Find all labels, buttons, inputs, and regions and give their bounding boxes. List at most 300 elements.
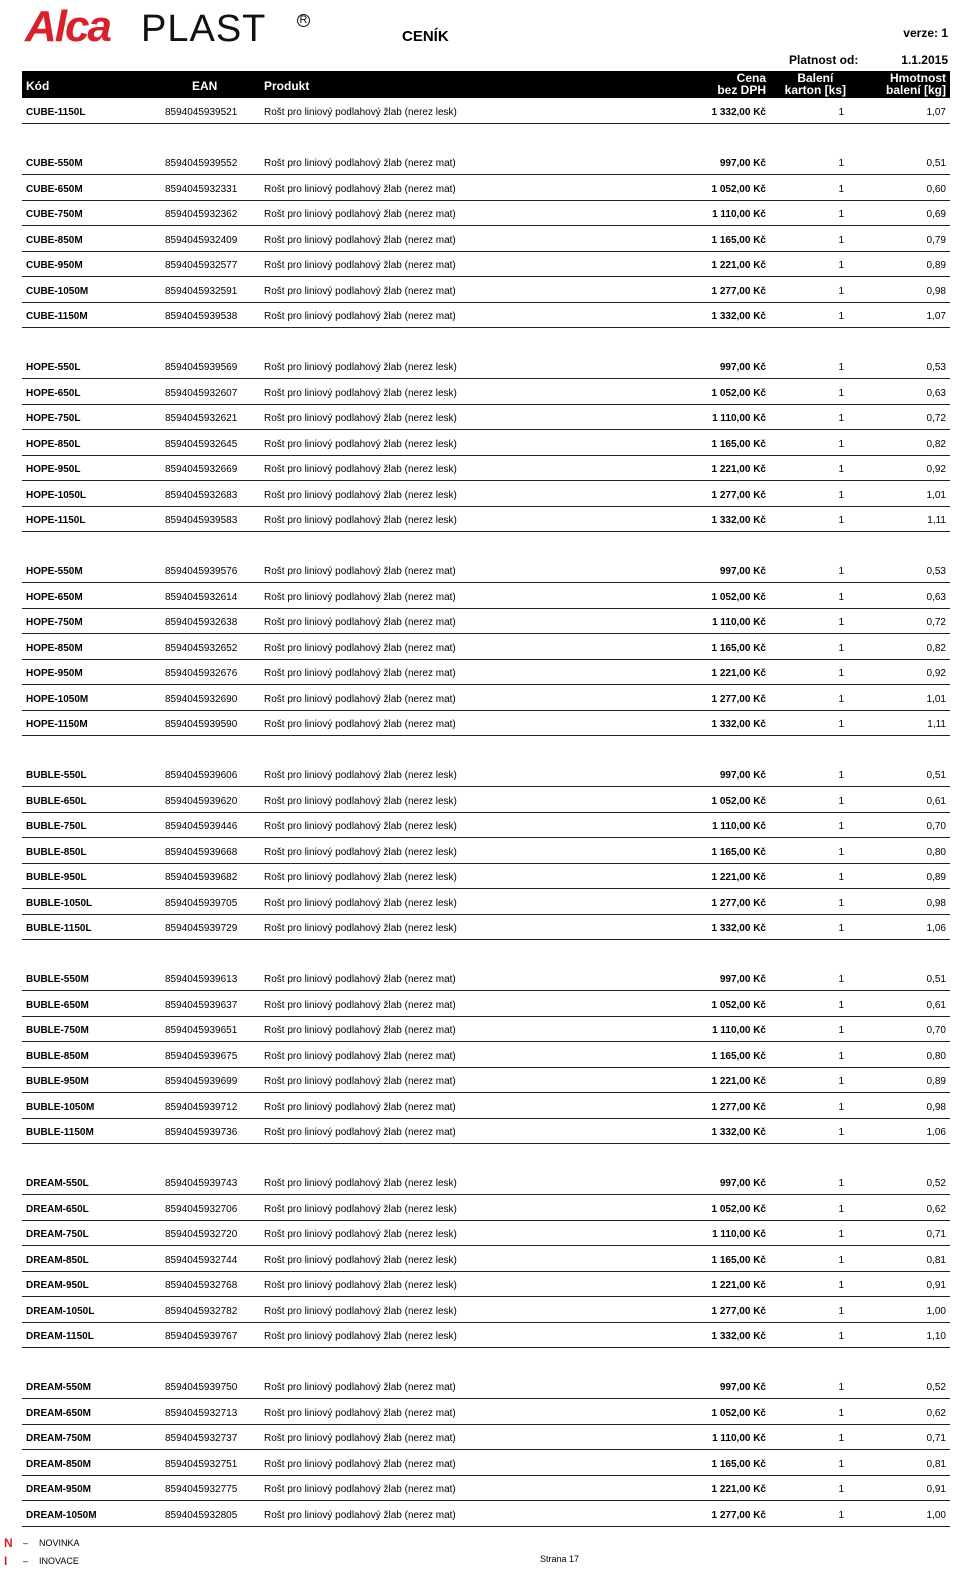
cell-kod: BUBLE-950M [26, 1076, 89, 1087]
cell-produkt: Rošt pro liniový podlahový žlab (nerez mat) [264, 1382, 456, 1393]
cell-produkt: Rošt pro liniový podlahový žlab (nerez mat) [264, 1076, 456, 1087]
table-row [22, 481, 950, 507]
column-header-hmotnost-line1: Hmotnost [890, 71, 946, 85]
cell-produkt: Rošt pro liniový podlahový žlab (nerez lesk) [264, 387, 457, 399]
column-header-hmotnost [886, 72, 946, 96]
logo-registered-mark: R [297, 14, 310, 27]
cell-hmotnost: 0,92 [926, 668, 946, 679]
cell-cena: 1 277,00 Kč [711, 897, 766, 909]
cell-ean: 8594045932638 [165, 617, 238, 628]
cell-cena: 1 277,00 Kč [711, 489, 766, 501]
cell-cena: 1 332,00 Kč [711, 1127, 766, 1138]
cell-hmotnost: 1,06 [926, 923, 946, 934]
cell-ean: 8594045932782 [165, 1305, 238, 1317]
cell-kod: BUBLE-1050M [26, 1101, 95, 1113]
cell-produkt: Rošt pro liniový podlahový žlab (nerez lesk) [264, 821, 457, 832]
cell-kod: DREAM-750M [26, 1433, 92, 1444]
cell-produkt: Rošt pro liniový podlahový žlab (nerez mat) [264, 1458, 456, 1470]
cell-ean: 8594045939538 [165, 311, 238, 322]
cell-cena: 1 110,00 Kč [712, 821, 766, 832]
cell-baleni: 1 [838, 387, 844, 399]
table-row [22, 506, 950, 532]
table-row [22, 1322, 950, 1348]
legend-letter-i: I [4, 1554, 8, 1568]
cell-kod: DREAM-550L [26, 1178, 89, 1189]
cell-produkt: Rošt pro liniový podlahový žlab (nerez lesk) [264, 515, 457, 526]
table-row [22, 1246, 950, 1272]
column-header-cena [717, 72, 766, 96]
cell-hmotnost: 0,51 [926, 974, 946, 985]
cell-cena: 997,00 Kč [719, 1382, 766, 1393]
cell-produkt: Rošt pro liniový podlahový žlab (nerez lesk) [264, 362, 457, 373]
cell-produkt: Rošt pro liniový podlahový žlab (nerez mat) [264, 1050, 456, 1062]
cell-ean: 8594045932607 [165, 387, 238, 399]
page-title: CENÍK [402, 28, 449, 45]
table-row [22, 685, 950, 711]
cell-cena: 997,00 Kč [719, 770, 766, 781]
cell-cena: 1 052,00 Kč [711, 795, 766, 807]
cell-cena: 1 221,00 Kč [711, 464, 766, 475]
cell-cena: 997,00 Kč [719, 362, 766, 373]
cell-baleni: 1 [838, 1050, 844, 1062]
table-row [22, 251, 950, 277]
cell-hmotnost: 1,11 [927, 719, 946, 730]
cell-kod: BUBLE-1150L [26, 923, 92, 934]
cell-ean: 8594045932577 [165, 260, 238, 271]
cell-ean: 8594045932652 [165, 642, 238, 654]
cell-hmotnost: 0,89 [926, 1076, 946, 1087]
cell-ean: 8594045939705 [165, 897, 238, 909]
cell-ean: 8594045939651 [165, 1025, 238, 1036]
cell-baleni: 1 [838, 285, 844, 297]
table-row [22, 1220, 950, 1246]
column-header-cena-line2: bez DPH [717, 83, 766, 97]
cell-kod: BUBLE-650L [26, 795, 87, 807]
table-row [22, 991, 950, 1017]
legend-dash: – [23, 1556, 29, 1566]
table-row [22, 1297, 950, 1323]
cell-baleni: 1 [838, 1280, 844, 1291]
cell-ean: 8594045939613 [165, 974, 238, 985]
cell-produkt: Rošt pro liniový podlahový žlab (nerez mat) [264, 183, 456, 195]
cell-kod: BUBLE-850L [26, 846, 87, 858]
cell-baleni: 1 [838, 591, 844, 603]
cell-kod: BUBLE-1150M [26, 1127, 94, 1138]
cell-produkt: Rošt pro liniový podlahový žlab (nerez mat) [264, 591, 456, 603]
table-row [22, 1042, 950, 1068]
cell-produkt: Rošt pro liniový podlahový žlab (nerez mat) [264, 566, 456, 577]
cell-cena: 1 052,00 Kč [711, 183, 766, 195]
table-row [22, 1501, 950, 1527]
cell-hmotnost: 0,89 [926, 260, 946, 271]
cell-hmotnost: 0,81 [926, 1254, 946, 1266]
cell-baleni: 1 [838, 897, 844, 909]
cell-hmotnost: 0,63 [926, 387, 946, 399]
cell-cena: 1 277,00 Kč [711, 1101, 766, 1113]
cell-produkt: Rošt pro liniový podlahový žlab (nerez mat) [264, 209, 456, 220]
cell-produkt: Rošt pro liniový podlahový žlab (nerez mat) [264, 1127, 456, 1138]
table-row [22, 1016, 950, 1042]
cell-produkt: Rošt pro liniový podlahový žlab (nerez lesk) [264, 795, 457, 807]
cell-kod: DREAM-950M [26, 1484, 92, 1495]
cell-kod: BUBLE-750L [26, 821, 87, 832]
cell-kod: HOPE-850L [26, 438, 81, 450]
cell-ean: 8594045932331 [165, 183, 238, 195]
cell-kod: CUBE-1150M [26, 311, 88, 322]
cell-kod: CUBE-650M [26, 183, 83, 195]
cell-kod: HOPE-650L [26, 387, 81, 399]
cell-cena: 997,00 Kč [719, 1178, 766, 1189]
cell-kod: BUBLE-950L [26, 872, 87, 883]
cell-hmotnost: 0,98 [926, 897, 946, 909]
cell-baleni: 1 [838, 1382, 844, 1393]
cell-ean: 8594045939729 [165, 923, 238, 934]
table-row [22, 1169, 950, 1195]
cell-ean: 8594045932690 [165, 693, 238, 705]
table-row [22, 1450, 950, 1476]
column-header-baleni [785, 72, 846, 96]
cell-kod: HOPE-950L [26, 464, 81, 475]
cell-hmotnost: 1,07 [926, 311, 946, 322]
column-header-cena-line1: Cena [736, 71, 766, 85]
cell-baleni: 1 [838, 617, 844, 628]
cell-produkt: Rošt pro liniový podlahový žlab (nerez lesk) [264, 489, 457, 501]
cell-baleni: 1 [838, 999, 844, 1011]
cell-baleni: 1 [838, 1203, 844, 1215]
cell-baleni: 1 [838, 846, 844, 858]
cell-ean: 8594045932775 [165, 1484, 238, 1495]
cell-produkt: Rošt pro liniový podlahový žlab (nerez lesk) [264, 923, 457, 934]
cell-produkt: Rošt pro liniový podlahový žlab (nerez mat) [264, 719, 456, 730]
table-row [22, 1118, 950, 1144]
cell-hmotnost: 0,72 [926, 617, 946, 628]
cell-produkt: Rošt pro liniový podlahový žlab (nerez mat) [264, 999, 456, 1011]
cell-hmotnost: 0,60 [926, 183, 946, 195]
cell-cena: 1 221,00 Kč [711, 1484, 766, 1495]
cell-kod: HOPE-650M [26, 591, 83, 603]
table-row [22, 1373, 950, 1399]
cell-cena: 997,00 Kč [719, 566, 766, 577]
table-row [22, 659, 950, 685]
cell-kod: CUBE-550M [26, 158, 83, 169]
table-row [22, 787, 950, 813]
table-row [22, 608, 950, 634]
cell-produkt: Rošt pro liniový podlahový žlab (nerez lesk) [264, 1331, 457, 1342]
cell-baleni: 1 [838, 1254, 844, 1266]
cell-produkt: Rošt pro liniový podlahový žlab (nerez mat) [264, 1484, 456, 1495]
cell-kod: HOPE-1050L [26, 489, 87, 501]
cell-cena: 1 332,00 Kč [711, 719, 766, 730]
cell-baleni: 1 [838, 566, 844, 577]
cell-baleni: 1 [838, 693, 844, 705]
cell-ean: 8594045932645 [165, 438, 238, 450]
column-header-baleni-line1: Balení [797, 71, 834, 85]
cell-ean: 8594045932713 [165, 1407, 238, 1419]
cell-kod: CUBE-850M [26, 234, 83, 246]
table-header [22, 71, 950, 98]
cell-produkt: Rošt pro liniový podlahový žlab (nerez lesk) [264, 464, 457, 475]
cell-produkt: Rošt pro liniový podlahový žlab (nerez mat) [264, 158, 456, 169]
cell-produkt: Rošt pro liniový podlahový žlab (nerez lesk) [264, 846, 457, 858]
table-row [22, 404, 950, 430]
table-row [22, 353, 950, 379]
column-header-kod: Kód [26, 79, 50, 93]
table-row [22, 1399, 950, 1425]
cell-ean: 8594045932669 [165, 464, 238, 475]
cell-ean: 8594045939767 [165, 1331, 238, 1342]
cell-ean: 8594045932737 [165, 1433, 238, 1444]
cell-baleni: 1 [838, 438, 844, 450]
validity-date: 1.1.2015 [901, 53, 948, 67]
cell-ean: 8594045939583 [165, 515, 238, 526]
cell-kod: HOPE-1150M [26, 719, 88, 730]
cell-cena: 1 165,00 Kč [711, 1254, 766, 1266]
cell-kod: HOPE-550M [26, 566, 83, 577]
cell-ean: 8594045939668 [165, 846, 238, 858]
table-row [22, 379, 950, 405]
cell-baleni: 1 [838, 1305, 844, 1317]
cell-cena: 1 277,00 Kč [711, 285, 766, 297]
cell-cena: 1 052,00 Kč [711, 591, 766, 603]
cell-ean: 8594045932621 [165, 413, 238, 424]
cell-baleni: 1 [838, 183, 844, 195]
cell-kod: DREAM-950L [26, 1280, 89, 1291]
table-row [22, 914, 950, 940]
cell-baleni: 1 [838, 107, 844, 118]
cell-baleni: 1 [838, 719, 844, 730]
table-row [22, 175, 950, 201]
cell-produkt: Rošt pro liniový podlahový žlab (nerez mat) [264, 642, 456, 654]
cell-produkt: Rošt pro liniový podlahový žlab (nerez mat) [264, 1101, 456, 1113]
cell-produkt: Rošt pro liniový podlahový žlab (nerez lesk) [264, 1229, 457, 1240]
cell-cena: 1 221,00 Kč [711, 1076, 766, 1087]
cell-hmotnost: 0,51 [926, 158, 946, 169]
cell-kod: DREAM-550M [26, 1382, 92, 1393]
cell-baleni: 1 [838, 209, 844, 220]
cell-hmotnost: 0,91 [926, 1484, 946, 1495]
cell-baleni: 1 [838, 770, 844, 781]
cell-baleni: 1 [838, 1101, 844, 1113]
cell-ean: 8594045932591 [165, 285, 238, 297]
cell-ean: 8594045939712 [165, 1101, 238, 1113]
cell-baleni: 1 [838, 642, 844, 654]
cell-ean: 8594045932744 [165, 1254, 238, 1266]
cell-hmotnost: 0,79 [926, 234, 946, 246]
cell-cena: 997,00 Kč [719, 158, 766, 169]
cell-baleni: 1 [838, 923, 844, 934]
cell-cena: 1 165,00 Kč [711, 846, 766, 858]
cell-kod: CUBE-950M [26, 260, 83, 271]
cell-cena: 1 332,00 Kč [711, 923, 766, 934]
cell-cena: 1 332,00 Kč [711, 311, 766, 322]
column-header-produkt: Produkt [264, 79, 310, 93]
table-row [22, 1195, 950, 1221]
cell-ean: 8594045939736 [165, 1127, 238, 1138]
cell-baleni: 1 [838, 821, 844, 832]
cell-produkt: Rošt pro liniový podlahový žlab (nerez mat) [264, 234, 456, 246]
cell-baleni: 1 [838, 1178, 844, 1189]
cell-hmotnost: 0,92 [926, 464, 946, 475]
cell-hmotnost: 0,98 [926, 1101, 946, 1113]
cell-ean: 8594045939590 [165, 719, 238, 730]
cell-hmotnost: 0,80 [926, 1050, 946, 1062]
cell-cena: 1 221,00 Kč [711, 260, 766, 271]
table-row [22, 226, 950, 252]
cell-hmotnost: 0,98 [926, 285, 946, 297]
cell-kod: DREAM-850L [26, 1254, 89, 1266]
table-row [22, 1271, 950, 1297]
cell-kod: HOPE-850M [26, 642, 83, 654]
cell-hmotnost: 1,10 [926, 1331, 946, 1342]
cell-cena: 1 052,00 Kč [711, 999, 766, 1011]
table-row [22, 557, 950, 583]
cell-cena: 1 165,00 Kč [711, 642, 766, 654]
cell-hmotnost: 0,72 [926, 413, 946, 424]
cell-cena: 1 110,00 Kč [712, 209, 766, 220]
cell-cena: 1 221,00 Kč [711, 872, 766, 883]
cell-ean: 8594045939750 [165, 1382, 238, 1393]
cell-cena: 1 277,00 Kč [711, 693, 766, 705]
cell-kod: BUBLE-650M [26, 999, 89, 1011]
cell-ean: 8594045939682 [165, 872, 238, 883]
cell-hmotnost: 0,71 [926, 1433, 946, 1444]
cell-baleni: 1 [838, 158, 844, 169]
cell-kod: BUBLE-550M [26, 974, 89, 985]
cell-ean: 8594045932805 [165, 1509, 238, 1521]
cell-kod: DREAM-1050M [26, 1509, 97, 1521]
cell-kod: BUBLE-1050L [26, 897, 93, 909]
cell-baleni: 1 [838, 413, 844, 424]
cell-produkt: Rošt pro liniový podlahový žlab (nerez mat) [264, 1433, 456, 1444]
cell-hmotnost: 1,01 [926, 489, 946, 501]
table-row [22, 634, 950, 660]
cell-cena: 1 110,00 Kč [712, 413, 766, 424]
cell-baleni: 1 [838, 1025, 844, 1036]
cell-baleni: 1 [838, 668, 844, 679]
page-number: Strana 17 [540, 1554, 580, 1564]
cell-hmotnost: 0,51 [926, 770, 946, 781]
cell-ean: 8594045932362 [165, 209, 238, 220]
cell-kod: HOPE-750M [26, 617, 83, 628]
table-row [22, 761, 950, 787]
cell-hmotnost: 1,06 [926, 1127, 946, 1138]
cell-hmotnost: 0,62 [926, 1203, 946, 1215]
cell-produkt: Rošt pro liniový podlahový žlab (nerez mat) [264, 1407, 456, 1419]
cell-kod: HOPE-950M [26, 668, 83, 679]
column-header-hmotnost-line2: balení [kg] [885, 83, 946, 97]
cell-hmotnost: 0,69 [926, 209, 946, 220]
cell-baleni: 1 [838, 1484, 844, 1495]
legend-letter-n: N [4, 1536, 13, 1550]
cell-baleni: 1 [838, 464, 844, 475]
cell-baleni: 1 [838, 1433, 844, 1444]
cell-kod: DREAM-650L [26, 1203, 89, 1215]
cell-produkt: Rošt pro liniový podlahový žlab (nerez mat) [264, 1509, 456, 1521]
cell-baleni: 1 [838, 311, 844, 322]
table-row [22, 200, 950, 226]
cell-ean: 8594045939620 [165, 795, 238, 807]
cell-baleni: 1 [838, 1509, 844, 1521]
table-row [22, 302, 950, 328]
cell-ean: 8594045932768 [165, 1280, 238, 1291]
cell-baleni: 1 [838, 1407, 844, 1419]
cell-kod: HOPE-1050M [26, 693, 89, 705]
cell-hmotnost: 1,11 [927, 515, 946, 526]
cell-ean: 8594045932720 [165, 1229, 238, 1240]
cell-cena: 1 221,00 Kč [711, 1280, 766, 1291]
cell-produkt: Rošt pro liniový podlahový žlab (nerez lesk) [264, 1305, 457, 1317]
cell-kod: HOPE-550L [26, 362, 81, 373]
cell-produkt: Rošt pro liniový podlahový žlab (nerez mat) [264, 1025, 456, 1036]
cell-hmotnost: 0,61 [926, 795, 946, 807]
cell-baleni: 1 [838, 1229, 844, 1240]
cell-produkt: Rošt pro liniový podlahový žlab (nerez lesk) [264, 1280, 457, 1291]
legend-dash: – [23, 1538, 29, 1548]
cell-hmotnost: 0,61 [926, 999, 946, 1011]
cell-hmotnost: 0,53 [926, 362, 946, 373]
table-row [22, 812, 950, 838]
table-row [22, 430, 950, 456]
cell-kod: DREAM-1150L [26, 1331, 94, 1342]
cell-hmotnost: 0,52 [926, 1382, 946, 1393]
cell-cena: 1 332,00 Kč [711, 515, 766, 526]
cell-ean: 8594045939521 [165, 107, 238, 118]
legend-label-inovace: INOVACE [39, 1556, 79, 1566]
cell-baleni: 1 [838, 974, 844, 985]
table-row [22, 863, 950, 889]
cell-baleni: 1 [838, 1331, 844, 1342]
cell-kod: CUBE-750M [26, 209, 83, 220]
cell-cena: 1 110,00 Kč [712, 617, 766, 628]
cell-produkt: Rošt pro liniový podlahový žlab (nerez lesk) [264, 872, 457, 883]
cell-baleni: 1 [838, 489, 844, 501]
cell-baleni: 1 [838, 234, 844, 246]
cell-produkt: Rošt pro liniový podlahový žlab (nerez lesk) [264, 107, 457, 118]
cell-cena: 997,00 Kč [719, 974, 766, 985]
cell-cena: 1 165,00 Kč [711, 1458, 766, 1470]
cell-produkt: Rošt pro liniový podlahový žlab (nerez mat) [264, 311, 456, 322]
cell-ean: 8594045939743 [165, 1178, 238, 1189]
cell-kod: DREAM-750L [26, 1229, 89, 1240]
table-row [22, 1067, 950, 1093]
table-row [22, 583, 950, 609]
cell-cena: 1 221,00 Kč [711, 668, 766, 679]
cell-produkt: Rošt pro liniový podlahový žlab (nerez lesk) [264, 770, 457, 781]
cell-cena: 1 332,00 Kč [711, 107, 766, 118]
cell-hmotnost: 0,80 [926, 846, 946, 858]
table-row [22, 965, 950, 991]
cell-cena: 1 277,00 Kč [711, 1305, 766, 1317]
cell-produkt: Rošt pro liniový podlahový žlab (nerez lesk) [264, 413, 457, 424]
cell-hmotnost: 0,62 [926, 1407, 946, 1419]
cell-ean: 8594045939637 [165, 999, 238, 1011]
cell-kod: BUBLE-850M [26, 1050, 89, 1062]
cell-kod: HOPE-1150L [26, 515, 86, 526]
cell-baleni: 1 [838, 260, 844, 271]
table-row [22, 1475, 950, 1501]
cell-hmotnost: 0,71 [926, 1229, 946, 1240]
cell-kod: BUBLE-550L [26, 770, 87, 781]
cell-cena: 1 165,00 Kč [711, 234, 766, 246]
cell-baleni: 1 [838, 872, 844, 883]
cell-baleni: 1 [838, 1458, 844, 1470]
table-row [22, 710, 950, 736]
cell-hmotnost: 0,82 [926, 642, 946, 654]
cell-kod: DREAM-650M [26, 1407, 92, 1419]
cell-kod: CUBE-1150L [26, 107, 86, 118]
cell-ean: 8594045939569 [165, 362, 238, 373]
cell-baleni: 1 [838, 515, 844, 526]
